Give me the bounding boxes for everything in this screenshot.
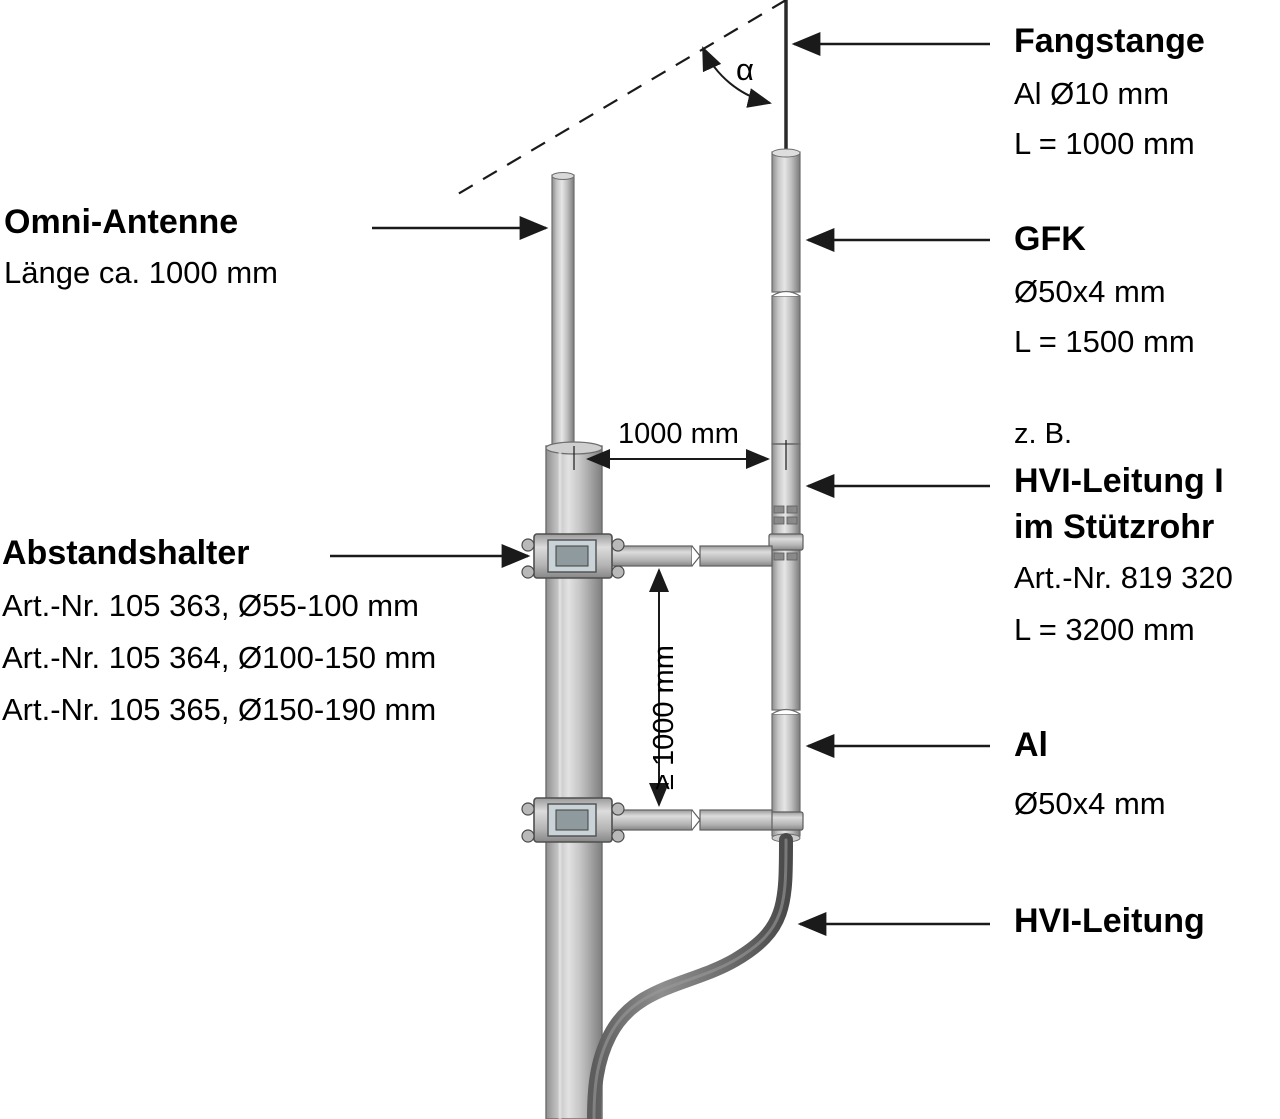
hvi-leitung-i-art-nr: Art.-Nr. 819 320 <box>1014 560 1233 595</box>
al-diameter: Ø50x4 mm <box>1014 786 1166 821</box>
omni-antenne-length: Länge ca. 1000 mm <box>4 255 279 290</box>
al-title: Al <box>1014 726 1048 764</box>
abstandshalter-art-105365: Art.-Nr. 105 365, Ø150-190 mm <box>2 692 437 727</box>
gfk-diameter: Ø50x4 mm <box>1014 274 1166 309</box>
hvi-leitung-i-pretitle: z. B. <box>1014 418 1073 450</box>
fangstange-diameter: Al Ø10 mm <box>1014 76 1170 111</box>
al-tube <box>769 710 803 843</box>
abstandshalter-title: Abstandshalter <box>2 534 250 572</box>
hvi-leitung-i-length: L = 3200 mm <box>1014 612 1195 647</box>
hvi-cable <box>594 840 786 1119</box>
abstandshalter-art-105363: Art.-Nr. 105 363, Ø55-100 mm <box>2 588 419 623</box>
hvi-leitung-title: HVI-Leitung <box>1014 902 1205 940</box>
gfk-length: L = 1500 mm <box>1014 324 1195 359</box>
gfk-title: GFK <box>1014 220 1086 258</box>
fangstange-length: L = 1000 mm <box>1014 126 1195 161</box>
protection-angle-dashed <box>458 0 786 194</box>
spacer-upper <box>522 534 772 578</box>
hvi-leitung-i-title-line1: HVI-Leitung I <box>1014 462 1224 500</box>
fangstange-title: Fangstange <box>1014 22 1205 60</box>
hvi-leitung-i-title-line2: im Stützrohr <box>1014 508 1215 546</box>
omni-antenne-title: Omni-Antenne <box>4 203 239 241</box>
abstandshalter-art-105364: Art.-Nr. 105 364, Ø100-150 mm <box>2 640 437 675</box>
gfk-tube <box>772 149 800 444</box>
dimension-vertical-label: ≥ 1000 mm <box>648 645 680 790</box>
angle-symbol: α <box>736 52 754 87</box>
omni-antenna-shaft <box>552 173 574 451</box>
spacer-lower <box>522 798 772 842</box>
stuetzrohr-section <box>769 444 803 710</box>
dimension-horizontal-label: 1000 mm <box>618 418 739 450</box>
